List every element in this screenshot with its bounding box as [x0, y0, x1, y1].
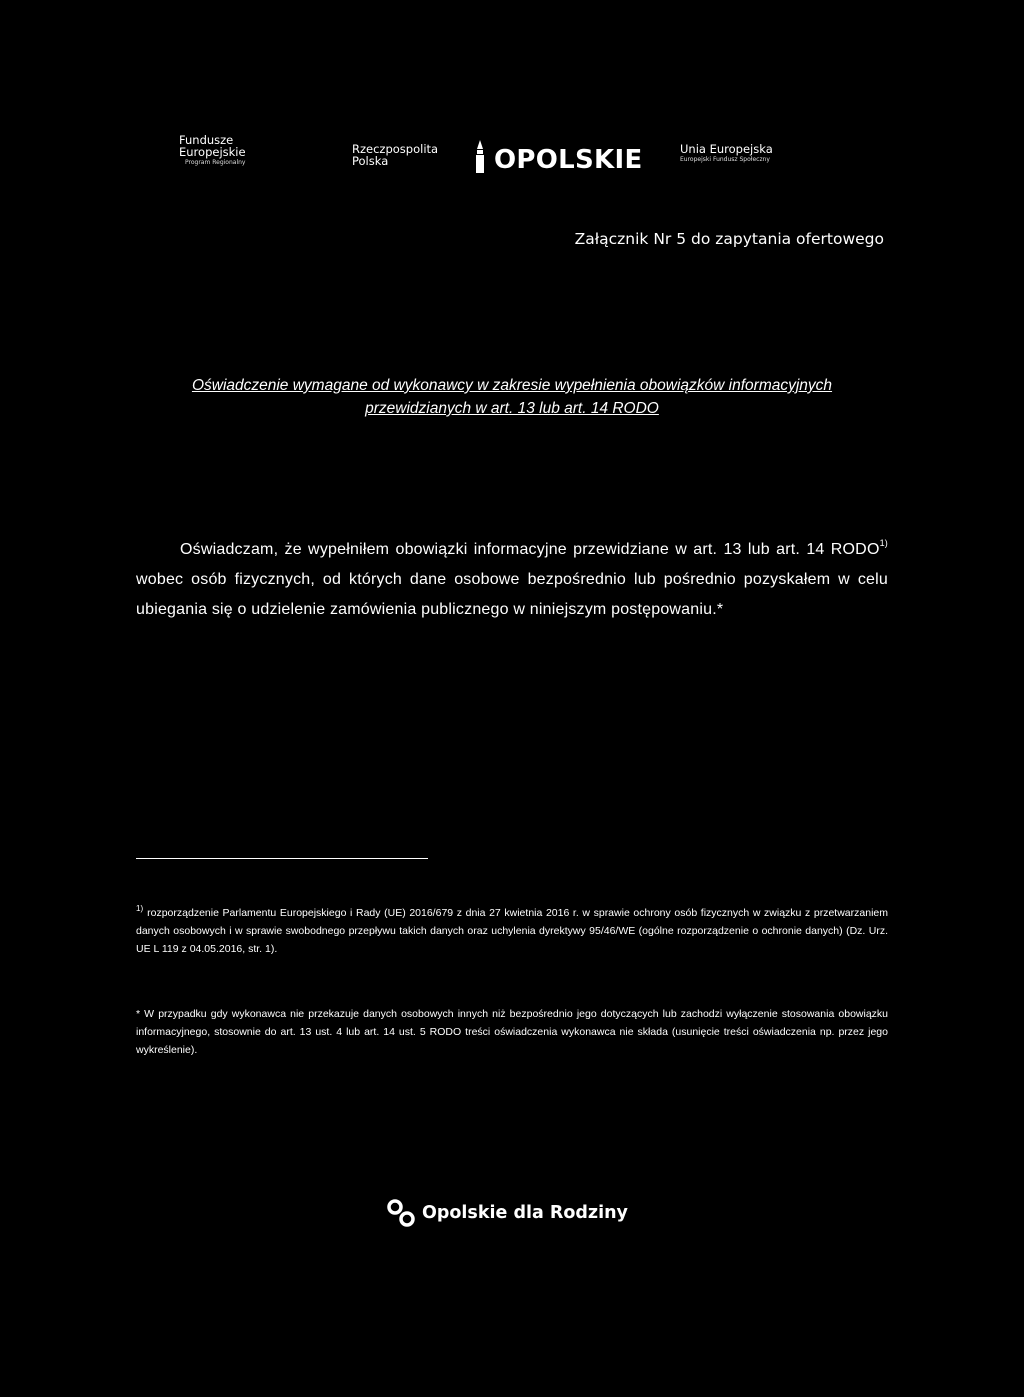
opolskie-logo — [474, 140, 643, 173]
footnote-1-marker: 1) — [136, 904, 144, 913]
document-heading — [136, 374, 888, 420]
footnote-ref-1: 1) — [879, 538, 888, 548]
heading-line1: Oświadczenie wymagane od wykonawcy w zakresie wypełnienia obowiązków informacyjnych — [191, 377, 833, 394]
footnote-separator — [136, 858, 428, 859]
footnote-1-text: rozporządzenie Parlamentu Europejskiego i Rady (UE) 2016/679 z dnia 27 kwietnia 2016 r. w sprawie ochrony osób fizycznych w związku z przetwarzaniem danych osobowych i w sprawie swobodnego przepływu takich danych oraz uchylenia dyrektywy 95/46/WE (ogólne rozporządzenie o ochronie danych) (Dz. Urz. UE L 119 z 04.05.2016, str. 1). — [136, 907, 888, 955]
rp-logo-line1: Rzeczpospolita — [352, 142, 439, 156]
opolskie-logo-text: OPOLSKIE — [494, 145, 643, 175]
opolskie-rodziny-icon — [386, 1198, 416, 1228]
rp-logo — [352, 143, 438, 167]
funds-logo-line1: Fundusze — [179, 133, 234, 147]
declaration-part2: wobec osób fizycznych, od których dane osobowe bezpośrednio lub pośrednio pozyskałem w celu ubiegania się o udzielenie zamówienia publicznego w niniejszym postępowaniu.* — [136, 571, 888, 618]
footer-logo — [386, 1198, 628, 1228]
funds-logo-sub: Program Regionalny — [185, 159, 246, 166]
eu-logo — [680, 143, 773, 164]
eu-logo-line1: Unia Europejska — [680, 142, 773, 156]
footnote-2: * W przypadku gdy wykonawca nie przekazuje danych osobowych innych niż bezpośrednio jego dotyczących lub zachodzi wyłączenie stosowania obowiązku informacyjnego, stosownie do art. 13 ust. 4 lub art. 14 ust. 5 RODO treści oświadczenia wykonawca nie składa (usunięcie treści oświadczenia np. przez jego wykreślenie). — [136, 1008, 888, 1056]
rp-logo-line2: Polska — [352, 154, 389, 168]
footer-logo-text: Opolskie dla Rodziny — [422, 1203, 628, 1223]
footnote-1 — [136, 904, 888, 958]
eu-logo-sub: Europejski Fundusz Społeczny — [680, 156, 770, 163]
funds-logo — [179, 134, 246, 167]
opolskie-mark-icon — [474, 140, 486, 173]
declaration-part1: Oświadczam, że wypełniłem obowiązki informacyjne przewidziane w art. 13 lub art. 14 RODO — [180, 541, 880, 558]
annex-title: Załącznik Nr 5 do zapytania ofertowego — [574, 230, 884, 248]
declaration-text — [136, 535, 888, 625]
heading-line2: przewidzianych w art. 13 lub art. 14 RODO — [365, 400, 659, 417]
funds-logo-line2: Europejskie — [179, 145, 246, 159]
